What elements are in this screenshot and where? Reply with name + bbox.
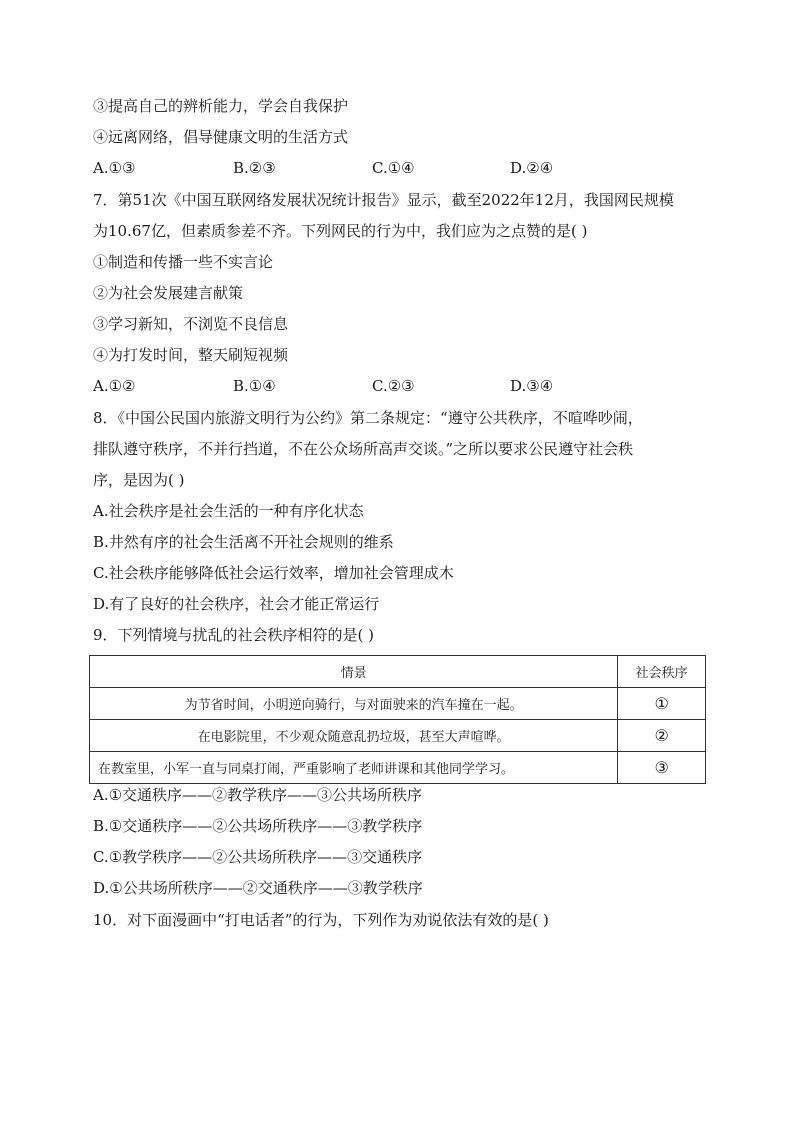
q6-statement-4: ④远离网络，倡导健康文明的生活方式: [93, 128, 349, 146]
table-cell-scene: 在电影院里，不少观众随意乱扔垃圾，甚至大声喧哗。: [90, 720, 618, 752]
q7-stem-line-1: 7．第51次《中国互联网络发展状况统计报告》显示，截至2022年12月，我国网民规模: [93, 191, 674, 209]
q6-option-a[interactable]: A.①③: [93, 159, 136, 177]
q9-option-b[interactable]: B.①交通秩序——②公共场所秩序——③教学秩序: [93, 817, 423, 835]
table-header-order: 社会秩序: [618, 656, 706, 688]
q8-stem-line-1: 8．《中国公民国内旅游文明行为公约》第二条规定：“遵守公共秩序，不喧哗吵闹，: [93, 409, 643, 427]
table-cell-scene: 为节省时间，小明逆向骑行，与对面驶来的汽车撞在一起。: [90, 688, 618, 720]
q9-option-a[interactable]: A.①交通秩序——②教学秩序——③公共场所秩序: [93, 786, 423, 804]
q6-statement-3: ③提高自己的辨析能力，学会自我保护: [93, 97, 349, 115]
q7-statement-1: ①制造和传播一些不实言论: [93, 253, 274, 271]
table-header-row: [90, 656, 706, 688]
table-header-scene: 情景: [90, 656, 618, 688]
table-cell-mark: ②: [618, 720, 706, 752]
q9-option-c[interactable]: C.①教学秩序——②公共场所秩序——③交通秩序: [93, 848, 423, 866]
q7-option-c[interactable]: C.②③: [372, 377, 415, 395]
q7-statement-2: ②为社会发展建言献策: [93, 284, 244, 302]
table-cell-mark: ③: [618, 752, 706, 784]
table-row: [90, 752, 706, 784]
q8-option-d[interactable]: D.有了良好的社会秩序，社会才能正常运行: [93, 595, 380, 613]
table-cell-mark: ①: [618, 688, 706, 720]
q8-stem-line-2: 排队遵守秩序，不并行挡道，不在公众场所高声交谈。”之所以要求公民遵守社会秩: [93, 440, 634, 458]
q6-option-b[interactable]: B.②③: [233, 159, 276, 177]
q6-option-c[interactable]: C.①④: [372, 159, 415, 177]
q9-option-d[interactable]: D.①公共场所秩序——②交通秩序——③教学秩序: [93, 879, 423, 897]
q8-stem-line-3: 序，是因为( ): [93, 471, 185, 489]
table-cell-scene: 在教室里，小军一直与同桌打闹，严重影响了老师讲课和其他同学学习。: [90, 752, 618, 784]
table-row: [90, 688, 706, 720]
q7-statement-4: ④为打发时间，整天刷短视频: [93, 346, 289, 364]
q10-stem: 10．对下面漫画中“打电话者”的行为，下列作为劝说依法有效的是( ): [93, 911, 549, 929]
table-row: [90, 720, 706, 752]
q7-statement-3: ③学习新知，不浏览不良信息: [93, 315, 289, 333]
q6-option-d[interactable]: D.②④: [510, 159, 554, 177]
q7-option-d[interactable]: D.③④: [510, 377, 554, 395]
q9-scene-table: [89, 655, 706, 784]
q8-option-a[interactable]: A.社会秩序是社会生活的一种有序化状态: [93, 502, 364, 520]
q7-stem-line-2: 为10.67亿，但素质参差不齐。下列网民的行为中，我们应为之点赞的是( ): [93, 222, 588, 240]
q7-option-a[interactable]: A.①②: [93, 377, 136, 395]
q8-option-b[interactable]: B.井然有序的社会生活离不开社会规则的维系: [93, 533, 394, 551]
q8-option-c[interactable]: C.社会秩序能够降低社会运行效率，增加社会管理成木: [93, 564, 454, 582]
q9-stem: 9．下列情境与扰乱的社会秩序相符的是( ): [93, 626, 375, 644]
q7-option-b[interactable]: B.①④: [233, 377, 276, 395]
